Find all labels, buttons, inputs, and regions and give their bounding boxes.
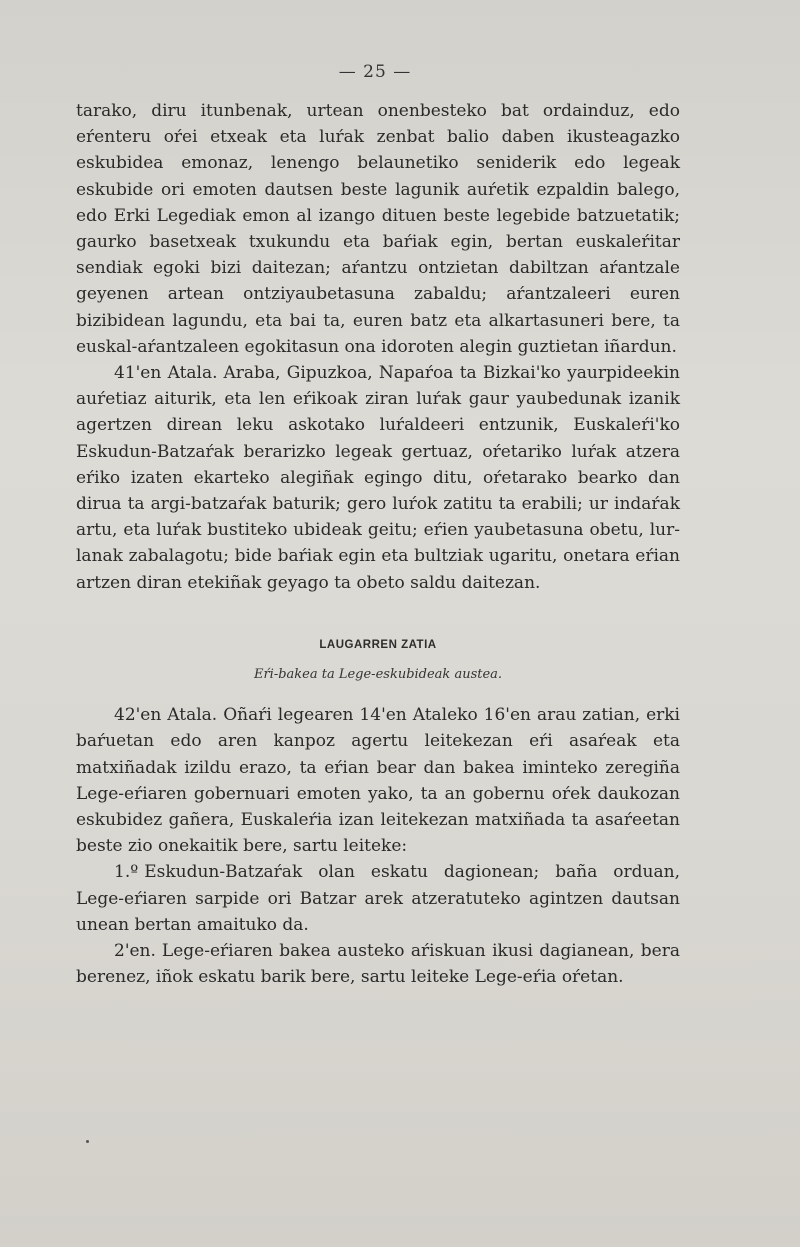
page-body [76, 98, 680, 991]
list-item-2 [76, 938, 680, 990]
article-41-number: 41'en Atala. [114, 363, 218, 384]
section-subtitle: Eŕi-bakea ta Lege-eskubideak austea. [253, 667, 503, 683]
ink-speck [86, 1140, 89, 1143]
list-item-2-number: 2'en. [114, 941, 156, 962]
paragraph-continuation: tarako, diru itunbenak, urtean onenbesteko bat ordainduz, edo eŕenteru oŕei etxeak eta luŕak zenbat balio daben ikusteagazko eskubidea emonaz, lenengo belaunetiko seniderik edo legeak eskubide ori emoten dautsen beste lagunik auŕetik ezpaldin balego, edo Erki Legediak emon al izango dituen beste legebide batzuetatik; gaurko basetxeak txukundu eta baŕiak egin, bertan euskaleŕitar sendiak egoki bizi daitezan; aŕantzu ontzietan dabiltzan aŕantzale geyenen artean ontziyaubetasuna zabaldu; aŕantzaleeri euren bizibidean lagundu, eta bai ta, euren batz eta alkartasuneri bere, ta euskal-aŕantzaleen egokitasun ona idoroten alegin guztietan iñardun. [76, 101, 680, 357]
article-41-paragraph [76, 360, 680, 596]
list-item-2-text: Lege-eŕiaren bakea austeko aŕiskuan ikusi dagianean, bera berenez, iñok eskatu barik bere, sartu leiteke Lege-eŕia oŕetan. [76, 941, 680, 988]
page-number: — 25 — [338, 62, 412, 82]
list-item-1-number: 1.º [114, 862, 139, 883]
list-item-1-text: Eskudun-Batzaŕak olan eskatu dagionean; baña orduan, Lege-eŕiaren sarpide ori Batzar arek atzeratuteko agintzen dautsan unean bertan amaituko da. [76, 862, 680, 935]
section-heading: LAUGARREN ZATIA [319, 638, 437, 651]
article-42-paragraph [76, 702, 680, 859]
article-41-text: Araba, Gipuzkoa, Napaŕoa ta Bizkai'ko yaurpideekin auŕetiaz aiturik, eta len eŕikoak ziran luŕak gaur yaubedunak izanik agertzen direan leku askotako luŕaldeeri entzunik, Euskaleŕi'ko Eskudun-Batzaŕak berarizko legeak gertuaz, oŕetariko luŕak atzera eŕiko izaten ekarteko alegiñak egingo ditu, oŕetarako bearko dan dirua ta argi-batzaŕak baturik; gero luŕok zatitu ta erabili; ur indaŕak artu, eta luŕak bustiteko ubideak geitu; eŕien yaubetasuna obetu, lur-lanak zabalagotu; bide baŕiak egin eta bultziak ugaritu, onetara eŕian artzen diran etekiñak geyago ta obeto saldu daitezan. [76, 363, 680, 593]
article-42-number: 42'en Atala. [114, 705, 218, 726]
article-42-text: Oñaŕi legearen 14'en Ataleko 16'en arau zatian, erki baŕuetan edo aren kanpoz agertu leitekezan eŕi asaŕeak eta matxiñadak izildu erazo, ta eŕian bear dan bakea iminteko zeregiña Lege-eŕiaren gobernuari emoten yako, ta an gobernu oŕek daukozan eskubidez gañera, Euskaleŕia izan leitekezan matxiñada ta asaŕeetan beste zio onekaitik bere, sartu leiteke: [76, 705, 680, 857]
list-item-1 [76, 859, 680, 938]
